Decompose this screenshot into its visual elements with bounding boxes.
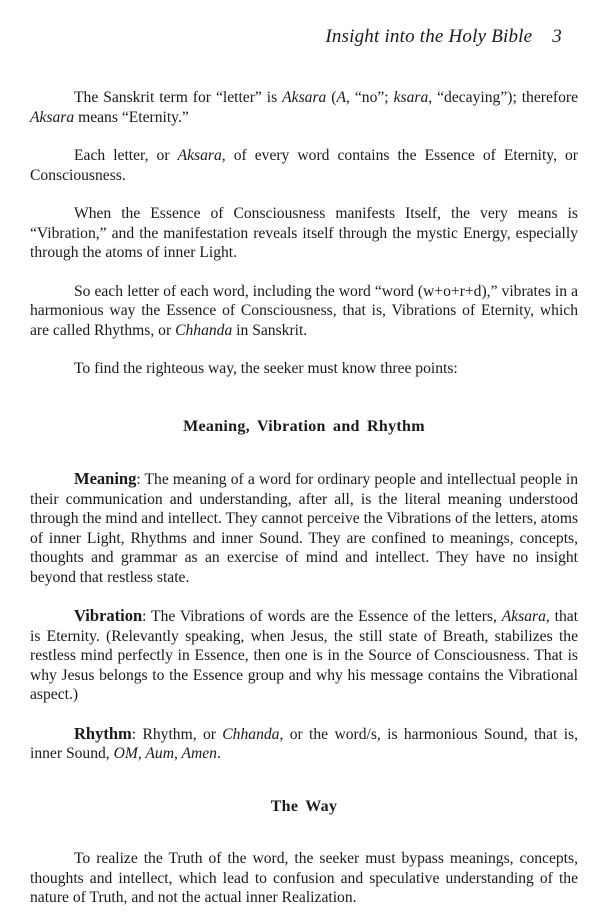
section-heading-meaning-vibration-rhythm: Meaning, Vibration and Rhythm <box>183 417 425 435</box>
section-heading-the-way: The Way <box>270 797 338 815</box>
term-meaning: Meaning <box>74 469 137 488</box>
paragraph-rhythm: Rhythm: Rhythm, or Chhanda, or the word/s, is harmonious Sound, that is, inner Sound, OM, Aum, Amen. <box>30 723 578 762</box>
paragraph-each-word: So each letter of each word, including the word “word (w+o+r+d),” vibrates in a harmonious way the Essence of Consciousness, that is, Vibrations of Eternity, which are called Rhythms, or Chhanda in Sanskrit. <box>30 282 578 339</box>
term-rhythm: Rhythm <box>74 723 132 743</box>
paragraph-manifestation: When the Essence of Consciousness manifests Itself, the very means is “Vibration,” and the manifestation reveals itself through the mystic Energy, especially through the atoms of inner Light. <box>30 205 578 261</box>
paragraph-the-way: To realize the Truth of the word, the seeker must bypass meanings, concepts, thoughts and intellect, which lead to confusion and speculative understanding of the nature of Truth, and not the actual inner Realization. <box>30 850 578 906</box>
page-body <box>30 88 578 908</box>
page-number: 3 <box>552 26 562 47</box>
paragraph-three-points: To find the righteous way, the seeker must know three points: <box>74 360 458 377</box>
term-vibration: Vibration <box>74 606 143 625</box>
paragraph-vibration: Vibration: The Vibrations of words are the Essence of the letters, Aksara, that is Eternity. (Relevantly speaking, when Jesus, the still state of Breath, stabilizes the restless mind perfectly in Essence, then one is in the Source of Consciousness. That is why Jesus belongs to the Essence group and why his message contains the Vibrational aspect.) <box>30 606 578 703</box>
paragraph-aksara-definition: The Sanskrit term for “letter” is Aksara (A, “no”; ksara, “decaying”); therefore Aksara means “Eternity.” <box>30 89 578 126</box>
running-header <box>325 26 562 48</box>
paragraph-each-letter: Each letter, or Aksara, of every word contains the Essence of Eternity, or Consciousness. <box>30 147 578 184</box>
header-title: Insight into the Holy Bible <box>325 26 533 47</box>
paragraph-meaning: Meaning: The meaning of a word for ordinary people and intellectual people in their communication and understanding, after all, is the literal meaning understood through the mind and intellect. They cannot perceive the Vibrations of the letters, atoms of inner Light, Rhythms and inner Sound. They are confined to meanings, concepts, thoughts and grammar as an exercise of mind and intellect. They have no insight beyond that restless state. <box>30 469 579 586</box>
